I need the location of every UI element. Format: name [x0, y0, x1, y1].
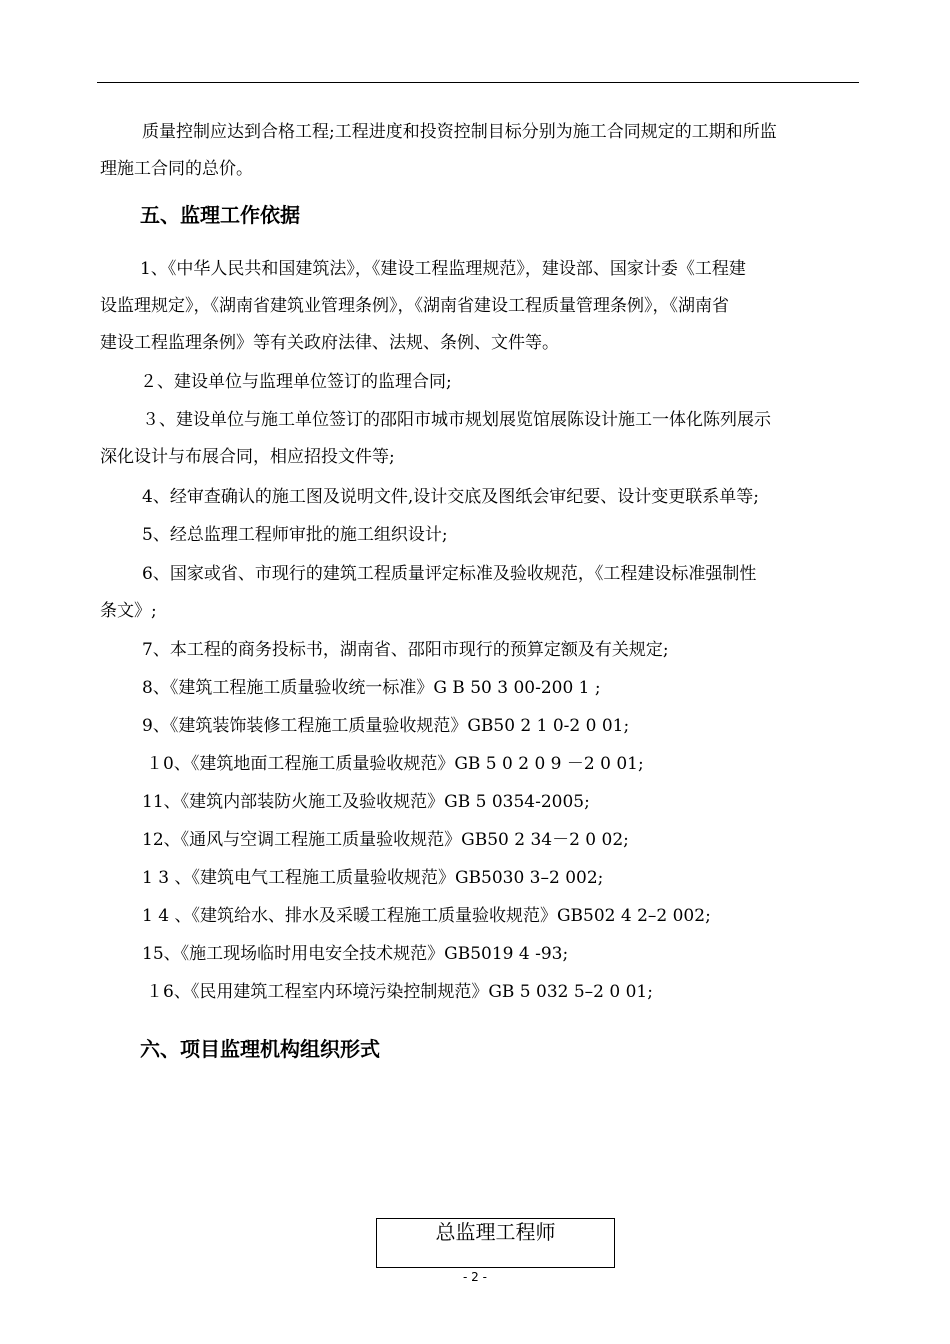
basis-item-3-line-2: 深化设计与布展合同，相应招投文件等; — [100, 447, 395, 467]
org-chart-chief-engineer-label: 总监理工程师 — [435, 1220, 556, 1244]
basis-item-9: 9、《建筑装饰装修工程施工质量验收规范》GB50 2 1 0-2 0 01; — [142, 716, 630, 736]
basis-item-13: 1 3 、《建筑电气工程施工质量验收规范》GB5030 3–2 002; — [142, 868, 604, 888]
intro-line-2: 理施工合同的总价。 — [100, 159, 253, 179]
intro-line-1: 质量控制应达到合格工程;工程进度和投资控制目标分别为施工合同规定的工期和所监 — [142, 122, 777, 142]
basis-item-5: 5、经总监理工程师审批的施工组织设计; — [142, 525, 448, 545]
basis-item-2: ２、建设单位与监理单位签订的监理合同; — [140, 372, 452, 392]
basis-item-12: 12、《通风与空调工程施工质量验收规范》GB50 2 34－2 0 02; — [142, 830, 629, 850]
basis-item-6-line-1: 6、国家或省、市现行的建筑工程质量评定标准及验收规范，《工程建设标准强制性 — [142, 564, 757, 584]
basis-item-14: 1 4 、《建筑给水、排水及采暖工程施工质量验收规范》GB502 4 2–2 002; — [142, 906, 711, 926]
page-number: - 2 - — [463, 1270, 487, 1284]
basis-item-15: 15、《施工现场临时用电安全技术规范》GB5019 4 -93; — [142, 944, 569, 964]
basis-item-7: 7、本工程的商务投标书，湖南省、邵阳市现行的预算定额及有关规定; — [142, 640, 669, 660]
basis-item-6-line-2: 条文》; — [100, 601, 157, 621]
basis-item-1-line-1: 1、《中华人民共和国建筑法》，《建设工程监理规范》，建设部、国家计委《工程建 — [140, 259, 746, 279]
basis-item-1-line-2: 设监理规定》，《湖南省建筑业管理条例》，《湖南省建设工程质量管理条例》，《湖南省 — [100, 296, 729, 316]
header-rule — [97, 82, 859, 83]
basis-item-8: 8、《建筑工程施工质量验收统一标准》G B 50 3 00-200 1 ; — [142, 678, 601, 698]
basis-item-3-line-1: ３、建设单位与施工单位签订的邵阳市城市规划展览馆展陈设计施工一体化陈列展示 — [142, 410, 771, 430]
basis-item-1-line-3: 建设工程监理条例》等有关政府法律、法规、条例、文件等。 — [100, 333, 559, 353]
section-5-heading: 五、监理工作依据 — [140, 203, 300, 227]
basis-item-10: １0、《建筑地面工程施工质量验收规范》GB 5 0 2 0 9 －2 0 01; — [146, 754, 644, 774]
section-6-heading: 六、项目监理机构组织形式 — [140, 1037, 380, 1061]
basis-item-11: 11、《建筑内部装防火施工及验收规范》GB 5 0354-2005; — [142, 792, 590, 812]
basis-item-4: 4、经审查确认的施工图及说明文件,设计交底及图纸会审纪要、设计变更联系单等; — [142, 487, 759, 507]
org-chart-chief-engineer-box — [376, 1218, 615, 1268]
basis-item-16: １6、《民用建筑工程室内环境污染控制规范》GB 5 032 5–2 0 01; — [146, 982, 653, 1002]
